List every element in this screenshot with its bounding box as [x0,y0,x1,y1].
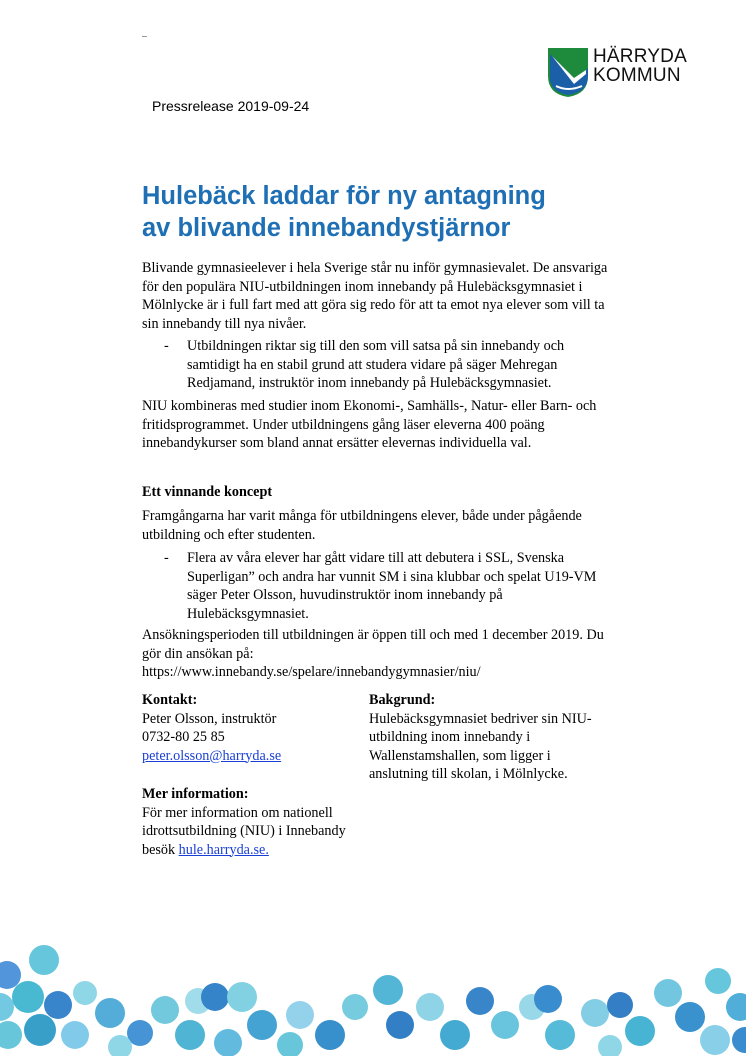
harryda-kommun-logo [546,46,696,100]
contact-email-link[interactable]: peter.olsson@harryda.se [142,747,282,764]
header-mark [142,36,147,37]
contact-block [142,691,352,765]
bullet-dash: - [164,550,169,566]
more-info-link[interactable]: hule.harryda.se. [178,841,269,858]
quote-bullet-1 [142,337,612,393]
intro-paragraph: Blivande gymnasieelever i hela Sverige står nu inför gymnasievalet. De ansvariga för den populära NIU-utbildningen inom innebandy på Hulebäcksgymnasiet i Mölnlycke är i full fart med att göra sig redo för att ta emot nya elever som vill ta sin innebandy till nya nivåer. [142,260,608,332]
logo-line-1: HÄRRYDA [593,46,687,67]
contact-label: Kontakt: [142,692,198,708]
logo-wordmark [593,47,687,85]
more-info-text: För mer information om nationell idrottsutbildning (NIU) i Innebandy besök [142,804,346,858]
quote-bullet-2 [142,549,612,623]
quote-1-text: Utbildningen riktar sig till den som vill satsa på sin innebandy och samtidigt ha en stabil grund att studera vidare på säger Mehregan Redjamand, instruktör inom innebandy på Hulebäcksgymnasiet. [187,338,565,391]
decorative-bubbles [0,935,746,1056]
contact-name: Peter Olsson, instruktör [142,710,277,727]
logo-line-2: KOMMUN [593,65,681,86]
apply-paragraph [142,626,612,682]
page-title [142,180,622,244]
section-heading: Ett vinnande koncept [142,484,273,500]
quote-2-text: Flera av våra elever har gått vidare till att debutera i SSL, Svenska Superligan” och andra har vunnit SM i sina klubbar och spelat U19-VM säger Peter Olsson, huvudinstruktör inom innebandy på Hulebäcksgymnasiet. [187,550,597,622]
background-label: Bakgrund: [369,692,436,708]
title-line-2: av blivande innebandystjärnor [142,214,511,242]
more-info-block [142,785,367,859]
niu-paragraph: NIU kombineras med studier inom Ekonomi-, Samhälls-, Natur- eller Barn- och fritidsprogrammet. Under utbildningens gång läser eleverna 400 poäng innebandykurser som bland annat ersätter elevernas individuella val. [142,398,597,451]
background-block [369,691,599,784]
title-line-1: Hulebäck laddar för ny antagning [142,182,546,210]
apply-text: Ansökningsperioden till utbildningen är öppen till och med 1 december 2019. Du gör din ansökan på: [142,627,604,662]
contact-phone: 0732-80 25 85 [142,729,225,745]
more-info-label: Mer information: [142,786,249,802]
press-release-date: Pressrelease 2019-09-24 [152,98,310,114]
success-paragraph: Framgångarna har varit många för utbildningens elever, både under pågående utbildning och efter studenten. [142,508,582,543]
bullet-dash: - [164,338,169,354]
background-text: Hulebäcksgymnasiet bedriver sin NIU-utbildning inom innebandy i Wallenstamshallen, som ligger i anslutning till skolan, i Mölnlycke. [369,710,592,782]
municipal-crest-icon [546,46,590,98]
apply-url: https://www.innebandy.se/spelare/innebandygymnasier/niu/ [142,664,481,680]
